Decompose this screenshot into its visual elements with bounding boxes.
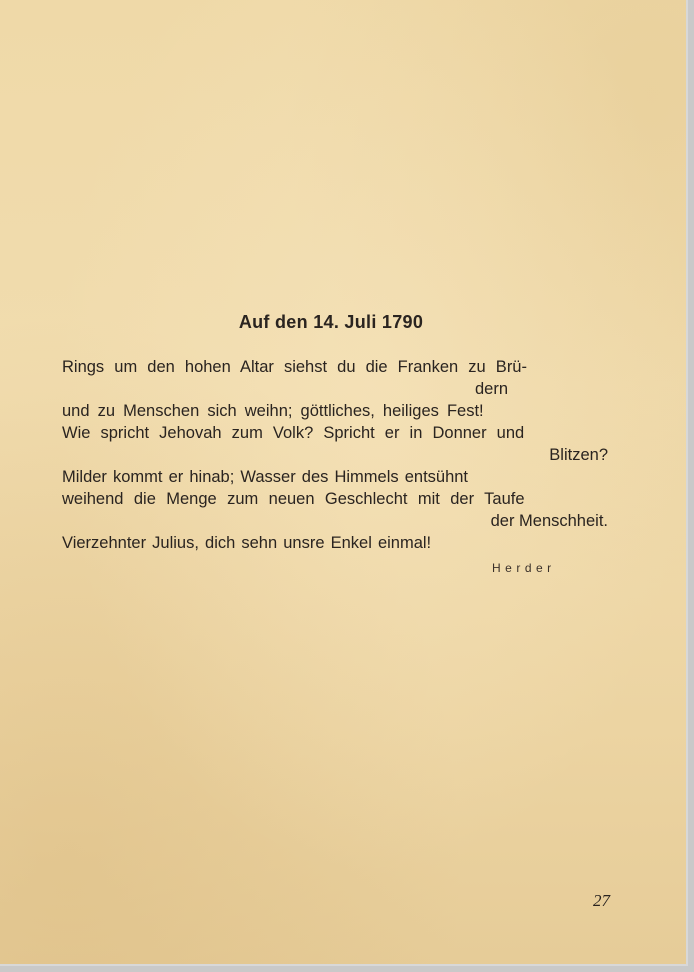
poem-body (62, 356, 608, 554)
poem-line-5-continuation: der Menschheit. (490, 512, 608, 530)
poem-line-2: und zu Menschen sich weihn; göttliches, heiliges Fest! (62, 402, 484, 420)
poem-line-3-continuation: Blitzen? (549, 446, 608, 464)
poem-title: Auf den 14. Juli 1790 (238, 312, 424, 332)
poem-line-1-continuation: dern (474, 380, 508, 398)
poem-line-6: Vierzehnter Julius, dich sehn unsre Enkel einmal! (62, 534, 432, 552)
poem-line-1: Rings um den hohen Altar siehst du die Franken zu Brü- (62, 358, 527, 376)
poem-line-4: Milder kommt er hinab; Wasser des Himmels entsühnt (62, 468, 469, 486)
poem-line-3: Wie spricht Jehovah zum Volk? Spricht er in Donner und (62, 424, 525, 442)
page-number: 27 (593, 891, 610, 910)
poem-line-5: weihend die Menge zum neuen Geschlecht mit der Taufe (62, 490, 525, 508)
author-signature: Herder (492, 561, 556, 575)
